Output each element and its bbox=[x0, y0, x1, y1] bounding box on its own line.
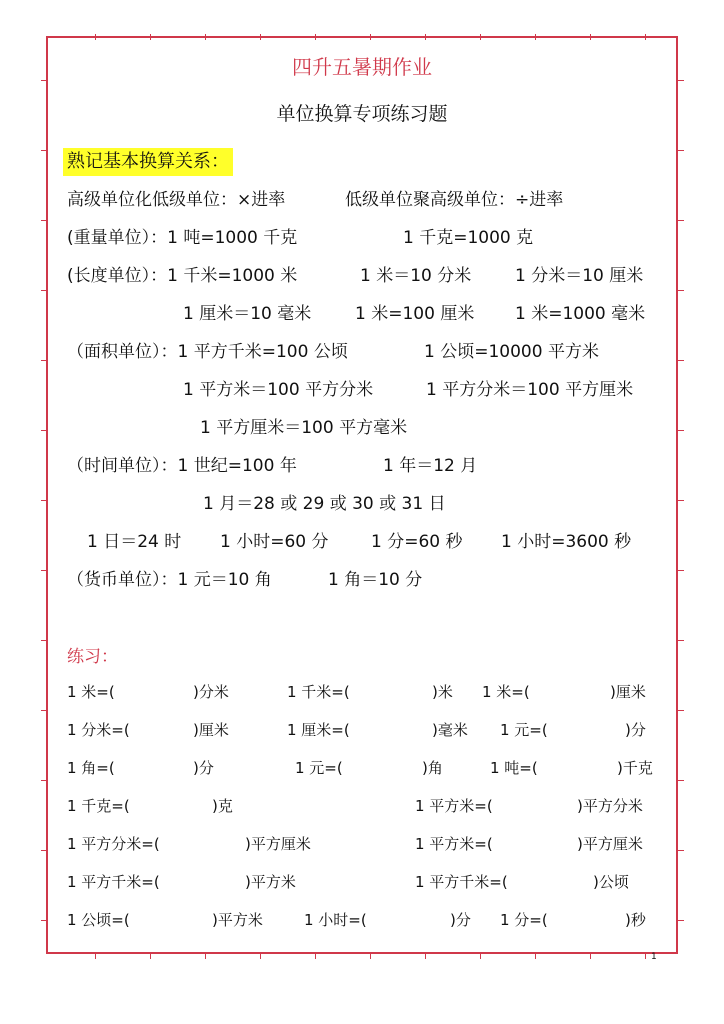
area-relation: （面积单位）：1 平方千米=100 公顷 bbox=[67, 342, 348, 362]
border-tick bbox=[678, 710, 684, 711]
exercise-question: 1 元=( bbox=[500, 721, 548, 739]
border-tick bbox=[95, 953, 96, 959]
area-relation: 1 平方米＝100 平方分米 bbox=[183, 380, 374, 400]
border-tick bbox=[678, 80, 684, 81]
practice-heading: 练习： bbox=[67, 647, 118, 667]
length-relation: 1 米=1000 毫米 bbox=[515, 304, 646, 324]
border-tick bbox=[41, 780, 47, 781]
border-tick bbox=[315, 953, 316, 959]
exercise-question: 1 米=( bbox=[67, 683, 115, 701]
border-tick bbox=[678, 780, 684, 781]
time-relation: 1 月＝28 或 29 或 30 或 31 日 bbox=[203, 494, 446, 514]
exercise-question: 1 分=( bbox=[500, 911, 548, 929]
exercise-question: 1 平方千米=( bbox=[67, 873, 160, 891]
border-tick bbox=[678, 640, 684, 641]
exercise-question: 1 平方米=( bbox=[415, 797, 493, 815]
weight-relation: (重量单位）：1 吨=1000 千克 bbox=[67, 228, 298, 248]
money-relation: 1 角＝10 分 bbox=[328, 570, 423, 590]
exercise-question: 1 厘米=( bbox=[287, 721, 350, 739]
page-subtitle: 单位换算专项练习题 bbox=[276, 103, 448, 125]
exercise-question: 1 小时=( bbox=[304, 911, 367, 929]
money-relation: （货币单位）：1 元＝10 角 bbox=[67, 570, 272, 590]
border-tick bbox=[260, 34, 261, 40]
border-tick bbox=[425, 953, 426, 959]
border-tick bbox=[205, 953, 206, 959]
page-number: 1 bbox=[651, 952, 657, 962]
border-tick bbox=[41, 430, 47, 431]
border-tick bbox=[678, 150, 684, 151]
exercise-unit: )分 bbox=[625, 721, 646, 739]
border-tick bbox=[150, 953, 151, 959]
border-tick bbox=[678, 360, 684, 361]
exercise-question: 1 米=( bbox=[482, 683, 530, 701]
area-relation: 1 平方分米＝100 平方厘米 bbox=[426, 380, 634, 400]
border-tick bbox=[678, 850, 684, 851]
time-relation: 1 年＝12 月 bbox=[383, 456, 478, 476]
area-relation: 1 平方厘米＝100 平方毫米 bbox=[200, 418, 408, 438]
border-tick bbox=[41, 570, 47, 571]
rule-low-to-high: 低级单位聚高级单位：÷进率 bbox=[345, 190, 564, 210]
exercise-unit: )平方分米 bbox=[577, 797, 643, 815]
exercise-unit: )秒 bbox=[625, 911, 646, 929]
exercise-question: 1 分米=( bbox=[67, 721, 130, 739]
border-tick bbox=[645, 34, 646, 40]
exercise-question: 1 公顷=( bbox=[67, 911, 130, 929]
border-tick bbox=[590, 34, 591, 40]
weight-relation: 1 千克=1000 克 bbox=[403, 228, 534, 248]
border-tick bbox=[260, 953, 261, 959]
exercise-question: 1 平方千米=( bbox=[415, 873, 508, 891]
exercise-unit: )公顷 bbox=[593, 873, 629, 891]
rule-high-to-low: 高级单位化低级单位：×进率 bbox=[67, 190, 286, 210]
border-tick bbox=[535, 34, 536, 40]
border-tick bbox=[370, 953, 371, 959]
exercise-unit: )毫米 bbox=[432, 721, 468, 739]
border-tick bbox=[41, 290, 47, 291]
border-tick bbox=[205, 34, 206, 40]
border-tick bbox=[315, 34, 316, 40]
area-relation: 1 公顷=10000 平方米 bbox=[424, 342, 599, 362]
exercise-unit: )米 bbox=[432, 683, 453, 701]
length-relation: 1 米＝10 分米 bbox=[360, 266, 472, 286]
border-tick bbox=[590, 953, 591, 959]
border-tick bbox=[41, 920, 47, 921]
border-tick bbox=[41, 360, 47, 361]
exercise-unit: )平方米 bbox=[245, 873, 296, 891]
exercise-unit: )平方厘米 bbox=[245, 835, 311, 853]
border-tick bbox=[95, 34, 96, 40]
border-tick bbox=[678, 430, 684, 431]
border-tick bbox=[41, 500, 47, 501]
border-tick bbox=[41, 150, 47, 151]
border-tick bbox=[41, 640, 47, 641]
length-relation: 1 厘米＝10 毫米 bbox=[183, 304, 312, 324]
exercise-question: 1 元=( bbox=[295, 759, 343, 777]
length-relation: 1 分米＝10 厘米 bbox=[515, 266, 644, 286]
section-heading-highlighted: 熟记基本换算关系： bbox=[63, 148, 233, 176]
exercise-unit: )厘米 bbox=[193, 721, 229, 739]
length-relation: (长度单位）：1 千米=1000 米 bbox=[67, 266, 298, 286]
border-tick bbox=[645, 953, 646, 959]
exercise-unit: )分米 bbox=[193, 683, 229, 701]
exercise-question: 1 吨=( bbox=[490, 759, 538, 777]
border-tick bbox=[41, 850, 47, 851]
exercise-question: 1 平方分米=( bbox=[67, 835, 160, 853]
exercise-question: 1 千米=( bbox=[287, 683, 350, 701]
border-tick bbox=[370, 34, 371, 40]
exercise-unit: )角 bbox=[422, 759, 443, 777]
time-relation: 1 小时=60 分 bbox=[220, 532, 329, 552]
time-relation: 1 小时=3600 秒 bbox=[501, 532, 632, 552]
time-relation: 1 日＝24 时 bbox=[87, 532, 182, 552]
border-tick bbox=[678, 220, 684, 221]
page-title: 四升五暑期作业 bbox=[292, 55, 432, 79]
border-tick bbox=[425, 34, 426, 40]
border-tick bbox=[535, 953, 536, 959]
exercise-question: 1 角=( bbox=[67, 759, 115, 777]
exercise-unit: )克 bbox=[212, 797, 233, 815]
exercise-question: 1 平方米=( bbox=[415, 835, 493, 853]
length-relation: 1 米=100 厘米 bbox=[355, 304, 475, 324]
border-tick bbox=[41, 220, 47, 221]
exercise-unit: )厘米 bbox=[610, 683, 646, 701]
time-relation: 1 分=60 秒 bbox=[371, 532, 463, 552]
border-tick bbox=[480, 953, 481, 959]
border-tick bbox=[41, 710, 47, 711]
exercise-unit: )分 bbox=[450, 911, 471, 929]
border-tick bbox=[678, 570, 684, 571]
border-tick bbox=[41, 80, 47, 81]
border-tick bbox=[480, 34, 481, 40]
exercise-question: 1 千克=( bbox=[67, 797, 130, 815]
exercise-unit: )平方厘米 bbox=[577, 835, 643, 853]
border-tick bbox=[678, 920, 684, 921]
time-relation: （时间单位）：1 世纪=100 年 bbox=[67, 456, 297, 476]
border-tick bbox=[678, 500, 684, 501]
border-tick bbox=[150, 34, 151, 40]
border-tick bbox=[678, 290, 684, 291]
exercise-unit: )千克 bbox=[617, 759, 653, 777]
exercise-unit: )分 bbox=[193, 759, 214, 777]
exercise-unit: )平方米 bbox=[212, 911, 263, 929]
